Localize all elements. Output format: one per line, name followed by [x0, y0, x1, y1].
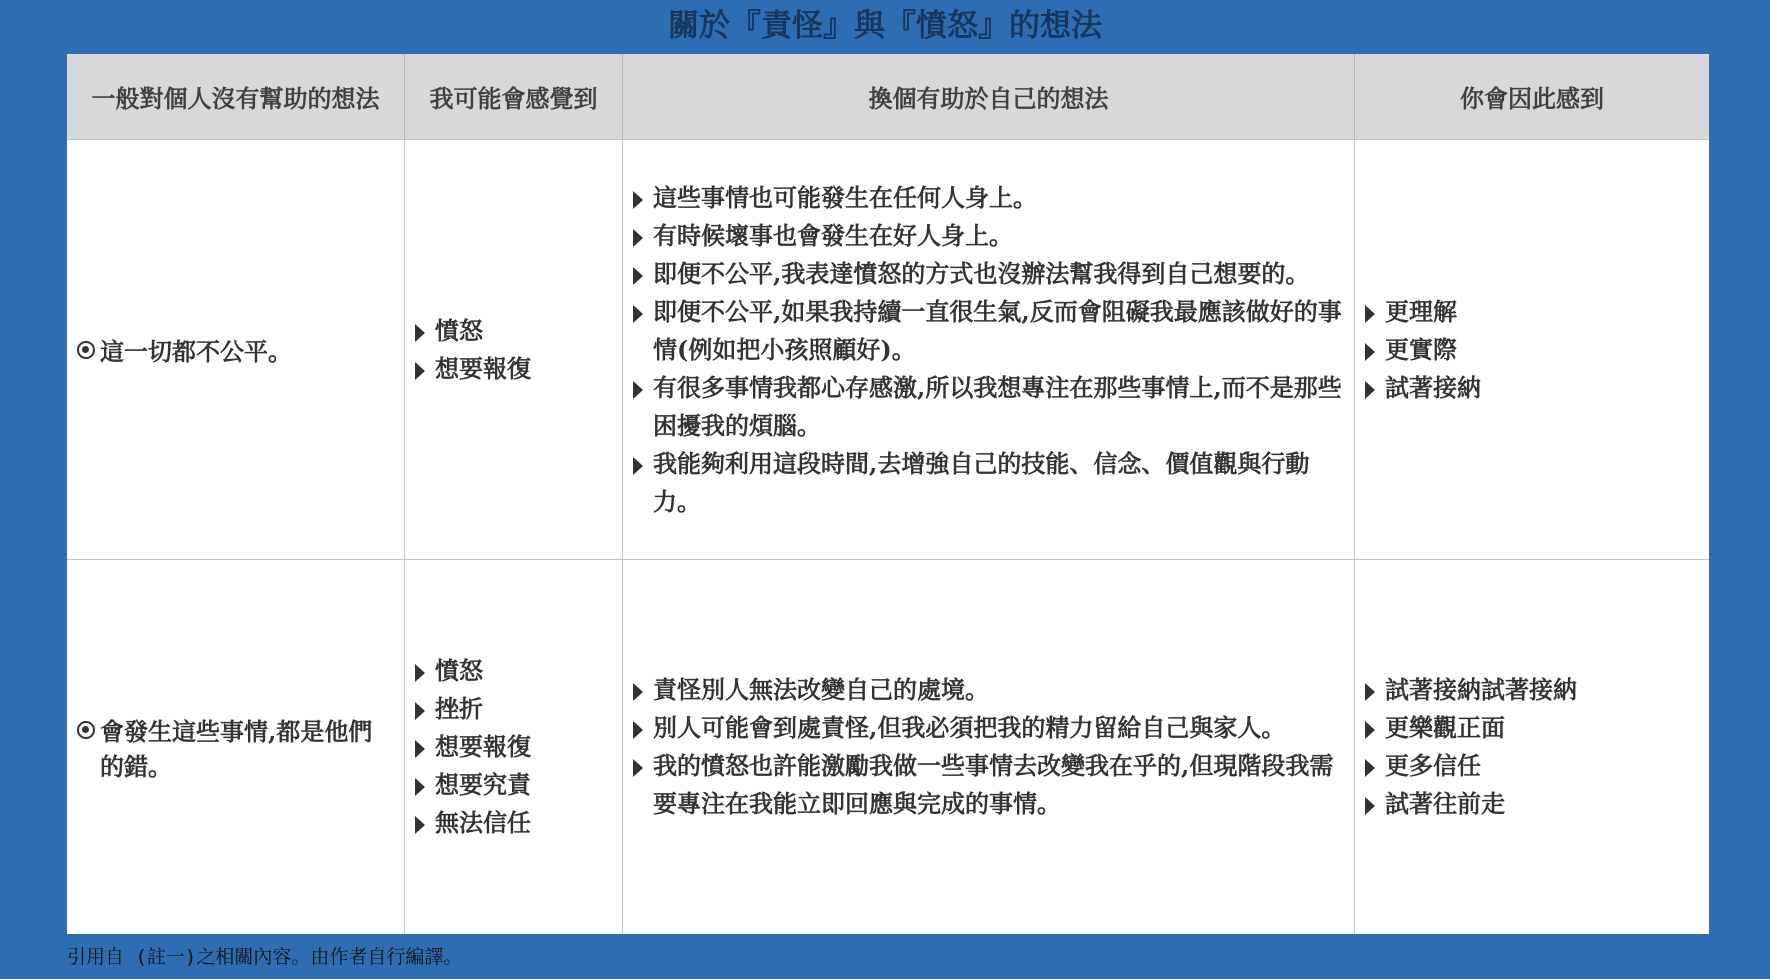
triangle-bullet-icon: [1365, 797, 1375, 815]
triangle-bullet-icon: [633, 457, 643, 475]
list-item: [415, 350, 614, 388]
triangle-bullet-icon: [633, 721, 643, 739]
row-1-results-list: [1365, 293, 1701, 407]
row-1-thought: [77, 332, 396, 367]
list-item: [1365, 331, 1701, 369]
triangle-bullet-icon: [415, 702, 425, 720]
list-item: [415, 728, 614, 766]
row-1-feelings-list: [415, 312, 614, 388]
row-1-thought-cell: [67, 139, 405, 559]
list-item-text: 想要報復: [435, 353, 531, 383]
header-unhelpful-thought: 一般對個人沒有幫助的想法: [67, 54, 405, 139]
list-item: [1365, 747, 1701, 785]
page-title: 關於『責怪』與『憤怒』的想法: [668, 8, 1102, 44]
list-item: [1365, 293, 1701, 331]
list-item-text: 挫折: [435, 694, 483, 723]
thoughts-table: [67, 54, 1709, 934]
triangle-bullet-icon: [415, 816, 425, 834]
row-2-alternatives-cell: [623, 559, 1355, 934]
list-item: [633, 747, 1346, 823]
row-1-alternatives-list: [633, 179, 1346, 521]
list-item-text: 即便不公平,如果我持續一直很生氣,反而會阻礙我最應該做好的事情(例如把小孩照顧好)。: [653, 296, 1342, 364]
triangle-bullet-icon: [633, 759, 643, 777]
list-item: [415, 312, 614, 350]
triangle-bullet-icon: [633, 683, 643, 701]
list-item-text: 更多信任: [1385, 751, 1481, 780]
list-item: [1365, 671, 1701, 709]
list-item-text: 別人可能會到處責怪,但我必須把我的精力留給自己與家人。: [653, 713, 1286, 742]
triangle-bullet-icon: [1365, 381, 1375, 399]
row-2-thought-cell: [67, 559, 405, 934]
row-2-thought-text: 會發生這些事情,都是他們的錯。: [100, 717, 373, 781]
row-2-feelings-cell: [405, 559, 623, 934]
list-item-text: 試著接納試著接納: [1385, 675, 1577, 704]
list-item-text: 想要究責: [435, 770, 531, 799]
list-item: [415, 652, 614, 690]
triangle-bullet-icon: [633, 267, 643, 285]
bullet-circle-icon: [77, 341, 95, 359]
triangle-bullet-icon: [633, 381, 643, 399]
list-item: [415, 804, 614, 842]
row-1-alternatives-cell: [623, 139, 1355, 559]
triangle-bullet-icon: [415, 778, 425, 796]
row-2-feelings-list: [415, 652, 614, 842]
list-item-text: 無法信任: [435, 808, 531, 837]
list-item: [1365, 785, 1701, 823]
list-item-text: 我的憤怒也許能激勵我做一些事情去改變我在乎的,但現階段我需要專注在我能立即回應與完成的事情。: [653, 751, 1334, 818]
bullet-circle-icon: [77, 721, 95, 739]
list-item-text: 憤怒: [435, 315, 483, 345]
row-2-alternatives-list: [633, 671, 1346, 823]
list-item: [633, 255, 1346, 293]
triangle-bullet-icon: [1365, 305, 1375, 323]
header-helpful-thought: 換個有助於自己的想法: [623, 54, 1355, 139]
triangle-bullet-icon: [633, 305, 643, 323]
row-2-results-list: [1365, 671, 1701, 823]
row-1-feelings-cell: [405, 139, 623, 559]
list-item: [1365, 709, 1701, 747]
list-item-text: 有很多事情我都心存感激,所以我想專注在那些事情上,而不是那些困擾我的煩腦。: [653, 372, 1342, 440]
header-feelings: 我可能會感覺到: [405, 54, 623, 139]
list-item: [633, 217, 1346, 255]
list-item-text: 這些事情也可能發生在任何人身上。: [653, 182, 1037, 212]
list-item-text: 有時候壞事也會發生在好人身上。: [653, 220, 1013, 250]
triangle-bullet-icon: [1365, 721, 1375, 739]
list-item-text: 更理解: [1385, 296, 1457, 326]
list-item: [415, 690, 614, 728]
list-item-text: 我能夠利用這段時間,去增強自己的技能、信念、價值觀與行動力。: [653, 448, 1310, 516]
list-item: [415, 766, 614, 804]
row-1-results-cell: [1355, 139, 1709, 559]
list-item-text: 即便不公平,我表達憤怒的方式也沒辦法幫我得到自己想要的。: [653, 258, 1310, 288]
list-item-text: 憤怒: [435, 656, 483, 685]
triangle-bullet-icon: [415, 362, 425, 380]
list-item-text: 更樂觀正面: [1385, 713, 1505, 742]
footnote: 引用自 (註一)之相關內容。由作者自行編譯。: [67, 946, 463, 968]
triangle-bullet-icon: [633, 229, 643, 247]
list-item: [633, 369, 1346, 445]
list-item: [633, 709, 1346, 747]
triangle-bullet-icon: [633, 191, 643, 209]
triangle-bullet-icon: [1365, 343, 1375, 361]
list-item-text: 責怪別人無法改變自己的處境。: [653, 675, 989, 704]
triangle-bullet-icon: [1365, 683, 1375, 701]
list-item: [633, 179, 1346, 217]
list-item-text: 更實際: [1385, 334, 1457, 364]
list-item-text: 想要報復: [435, 732, 531, 761]
triangle-bullet-icon: [415, 324, 425, 342]
list-item: [633, 293, 1346, 369]
list-item: [633, 671, 1346, 709]
triangle-bullet-icon: [415, 664, 425, 682]
row-2-results-cell: [1355, 559, 1709, 934]
list-item-text: 試著往前走: [1385, 789, 1505, 818]
row-2-thought: [77, 712, 396, 782]
row-1-thought-text: 這一切都不公平。: [100, 337, 292, 366]
list-item: [633, 445, 1346, 521]
header-result-feelings: 你會因此感到: [1355, 54, 1709, 139]
triangle-bullet-icon: [1365, 759, 1375, 777]
list-item-text: 試著接納: [1385, 372, 1481, 402]
list-item: [1365, 369, 1701, 407]
triangle-bullet-icon: [415, 740, 425, 758]
